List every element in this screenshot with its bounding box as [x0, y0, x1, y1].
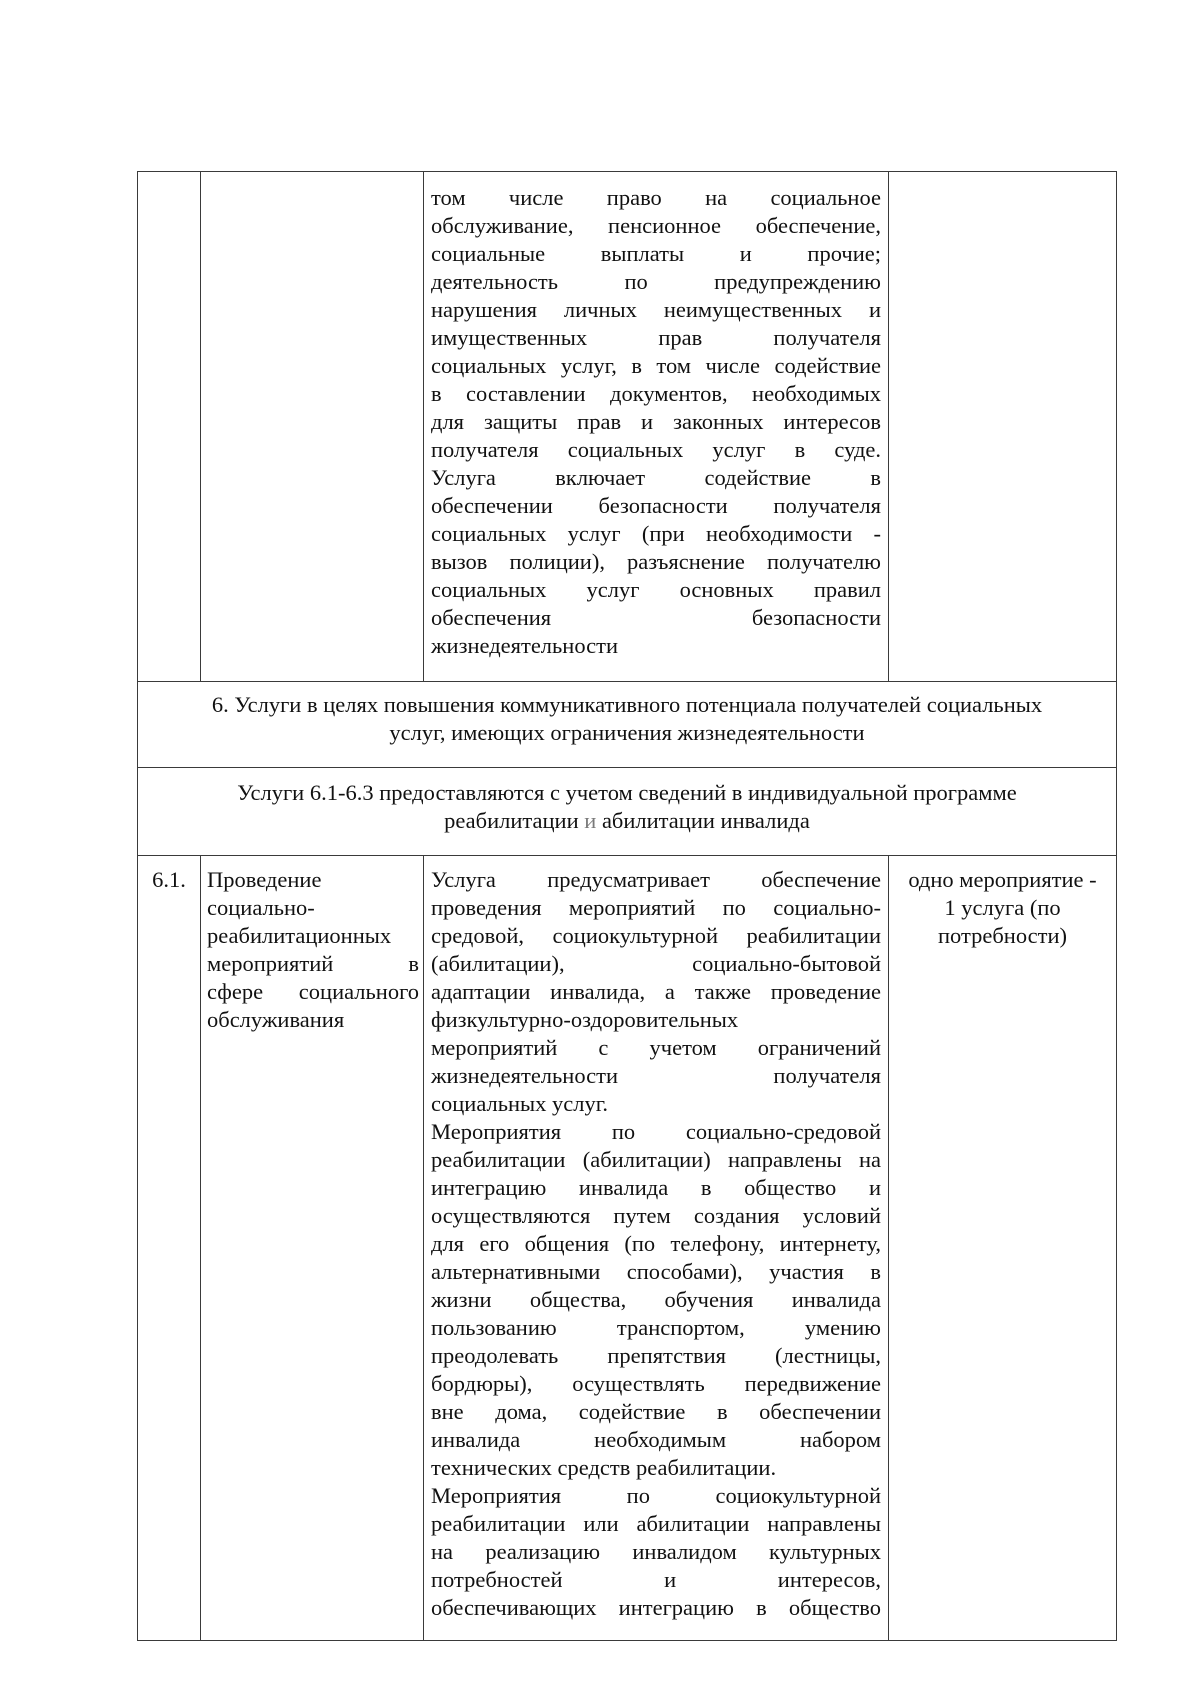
frequency-line: 1 услуга (по	[944, 895, 1061, 920]
service-name-cell	[201, 172, 424, 682]
description-line: обеспечения безопасности	[431, 605, 881, 630]
description-line: на реализацию инвалидом культурных	[431, 1539, 881, 1564]
description-line: реабилитации или абилитации направлены	[431, 1511, 881, 1536]
service-description-cell	[424, 856, 889, 1641]
description-line: нарушения личных неимущественных и	[431, 297, 881, 322]
description-line: бордюры), осуществлять передвижение	[431, 1371, 881, 1396]
description-line: для его общения (по телефону, интернету,	[431, 1231, 881, 1256]
service-name-line: социально-	[207, 895, 315, 920]
number-cell	[138, 172, 201, 682]
description-line: адаптации инвалида, а также проведение	[431, 979, 881, 1004]
note-text: реабилитации	[444, 808, 579, 833]
description-line: интеграцию инвалида в общество и	[431, 1175, 881, 1200]
description-line: обеспечении безопасности получателя	[431, 493, 881, 518]
service-name-line: реабилитационных	[207, 923, 392, 948]
description-line: альтернативными способами), участия в	[431, 1259, 881, 1284]
description-line: проведения мероприятий по социально-	[431, 895, 881, 920]
description-line: преодолевать препятствия (лестницы,	[431, 1343, 881, 1368]
description-line: средовой, социокультурной реабилитации	[431, 923, 881, 948]
description-line: мероприятий с учетом ограничений	[431, 1035, 881, 1060]
service-number-text: 6.1.	[152, 867, 186, 892]
frequency-cell	[889, 172, 1117, 682]
description-line: вне дома, содействие в обеспечении	[431, 1399, 881, 1424]
note-connector: и	[584, 808, 597, 833]
description-line: деятельность по предупреждению	[431, 269, 881, 294]
section-heading-line: 6. Услуги в целях повышения коммуникативного потенциала получателей социальных	[211, 692, 1043, 717]
description-line: Мероприятия по социокультурной	[431, 1483, 881, 1508]
description-line: обслуживание, пенсионное обеспечение,	[431, 213, 881, 238]
description-line: обеспечивающих интеграцию в общество	[431, 1595, 881, 1620]
note-text: абилитации инвалида	[601, 808, 810, 833]
section-heading-row	[138, 682, 1117, 768]
description-line: технических средств реабилитации.	[431, 1455, 777, 1480]
section-heading	[138, 682, 1117, 768]
description-line: для защиты прав и законных интересов	[431, 409, 881, 434]
services-table	[137, 171, 1117, 1641]
frequency-line: потребности)	[938, 923, 1067, 948]
description-line: инвалида необходимым набором	[431, 1427, 881, 1452]
frequency-cell	[889, 856, 1117, 1641]
service-description-cell	[424, 172, 889, 682]
description-line: жизни общества, обучения инвалида	[431, 1287, 881, 1312]
section-heading-line: услуг, имеющих ограничения жизнедеятельности	[389, 720, 865, 745]
description-line: жизнедеятельности	[431, 633, 619, 658]
service-name-cell	[201, 856, 424, 1641]
description-line: физкультурно-оздоровительных	[431, 1007, 739, 1032]
description-line: имущественных прав получателя	[431, 325, 881, 350]
service-name-line: обслуживания	[207, 1007, 345, 1032]
description-line: Мероприятия по социально-средовой	[431, 1119, 881, 1144]
description-line: потребностей и интересов,	[431, 1567, 881, 1592]
service-number	[138, 856, 201, 1641]
note-line	[148, 807, 1106, 835]
service-name-line: мероприятий в	[207, 951, 419, 976]
description-line: социальные выплаты и прочие;	[431, 241, 881, 266]
frequency-line: одно мероприятие -	[908, 867, 1097, 892]
description-line: социальных услуг основных правил	[431, 577, 881, 602]
description-line: жизнедеятельности получателя	[431, 1063, 881, 1088]
note-row	[138, 768, 1117, 856]
description-line: (абилитации), социально-бытовой	[431, 951, 881, 976]
description-line: вызов полиции), разъяснение получателю	[431, 549, 881, 574]
section-note	[138, 768, 1117, 856]
description-line: Услуга предусматривает обеспечение	[431, 867, 881, 892]
note-line: Услуги 6.1-6.3 предоставляются с учетом сведений в индивидуальной программе	[237, 780, 1017, 805]
description-line: в составлении документов, необходимых	[431, 381, 881, 406]
description-line: Услуга включает содействие в	[431, 465, 881, 490]
description-line: социальных услуг, в том числе содействие	[431, 353, 881, 378]
table-row	[138, 856, 1117, 1641]
description-line: социальных услуг (при необходимости -	[431, 521, 881, 546]
service-name-line: Проведение	[207, 867, 322, 892]
service-name-line: сфере социального	[207, 979, 419, 1004]
description-line: реабилитации (абилитации) направлены на	[431, 1147, 881, 1172]
table-row	[138, 172, 1117, 682]
description-line: пользованию транспортом, умению	[431, 1315, 881, 1340]
description-line: социальных услуг.	[431, 1091, 609, 1116]
description-line: осуществляются путем создания условий	[431, 1203, 881, 1228]
description-line: том числе право на социальное	[431, 185, 881, 210]
description-line: получателя социальных услуг в суде.	[431, 437, 881, 462]
